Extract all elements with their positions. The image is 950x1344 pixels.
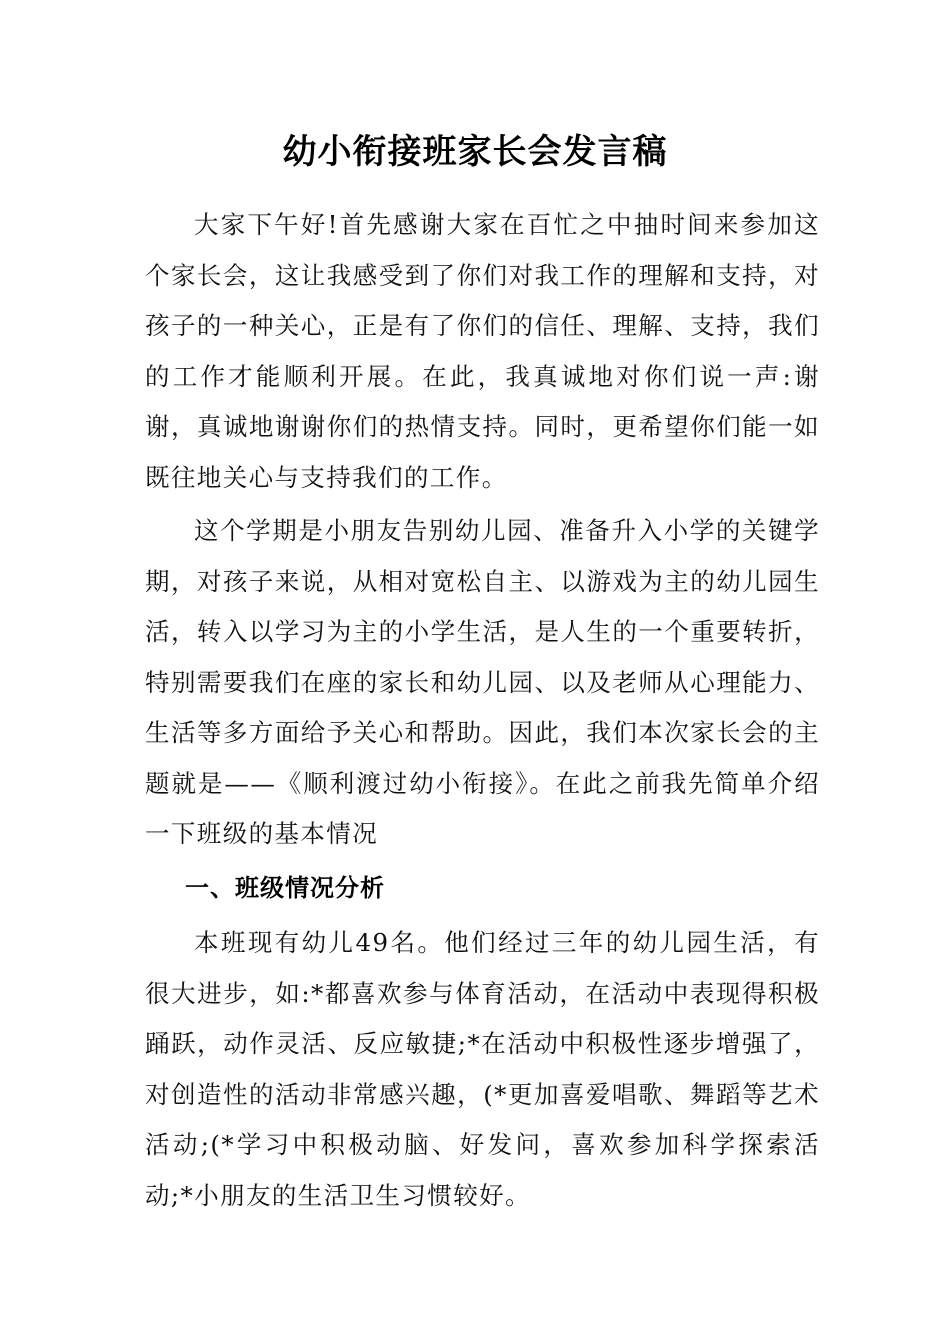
paragraph-class-analysis: 本班现有幼儿49名。他们经过三年的幼儿园生活，有很大进步，如:*都喜欢参与体育活动，在活动中表现得积极踊跃，动作灵活、反应敏捷;*在活动中积极性逐步增强了，对创造性的活动非常感兴趣，(*更加喜爱唱歌、舞蹈等艺术活动;(*学习中积极动脑、好发问，喜欢参加科学探索活动;*小朋友的生活卫生习惯较好。 <box>145 928 820 1210</box>
paragraph-semester-theme: 这个学期是小朋友告别幼儿园、准备升入小学的关键学期，对孩子来说，从相对宽松自主、以游戏为主的幼儿园生活，转入以学习为主的小学生活，是人生的一个重要转折，特别需要我们在座的家长和幼儿园、以及老师从心理能力、生活等多方面给予关心和帮助。因此，我们本次家长会的主题就是——《顺利渡过幼小衔接》。在此之前我先简单介绍一下班级的基本情况 <box>145 516 820 848</box>
paragraph-greeting: 大家下午好!首先感谢大家在百忙之中抽时间来参加这个家长会，这让我感受到了你们对我工作的理解和支持，对孩子的一种关心，正是有了你们的信任、理解、支持，我们的工作才能顺利开展。在此，我真诚地对你们说一声:谢谢，真诚地谢谢你们的热情支持。同时，更希望你们能一如既往地关心与支持我们的工作。 <box>145 210 820 492</box>
document-title: 幼小衔接班家长会发言稿 <box>282 132 668 172</box>
section-heading-class-analysis: 一、班级情况分析 <box>185 873 385 902</box>
